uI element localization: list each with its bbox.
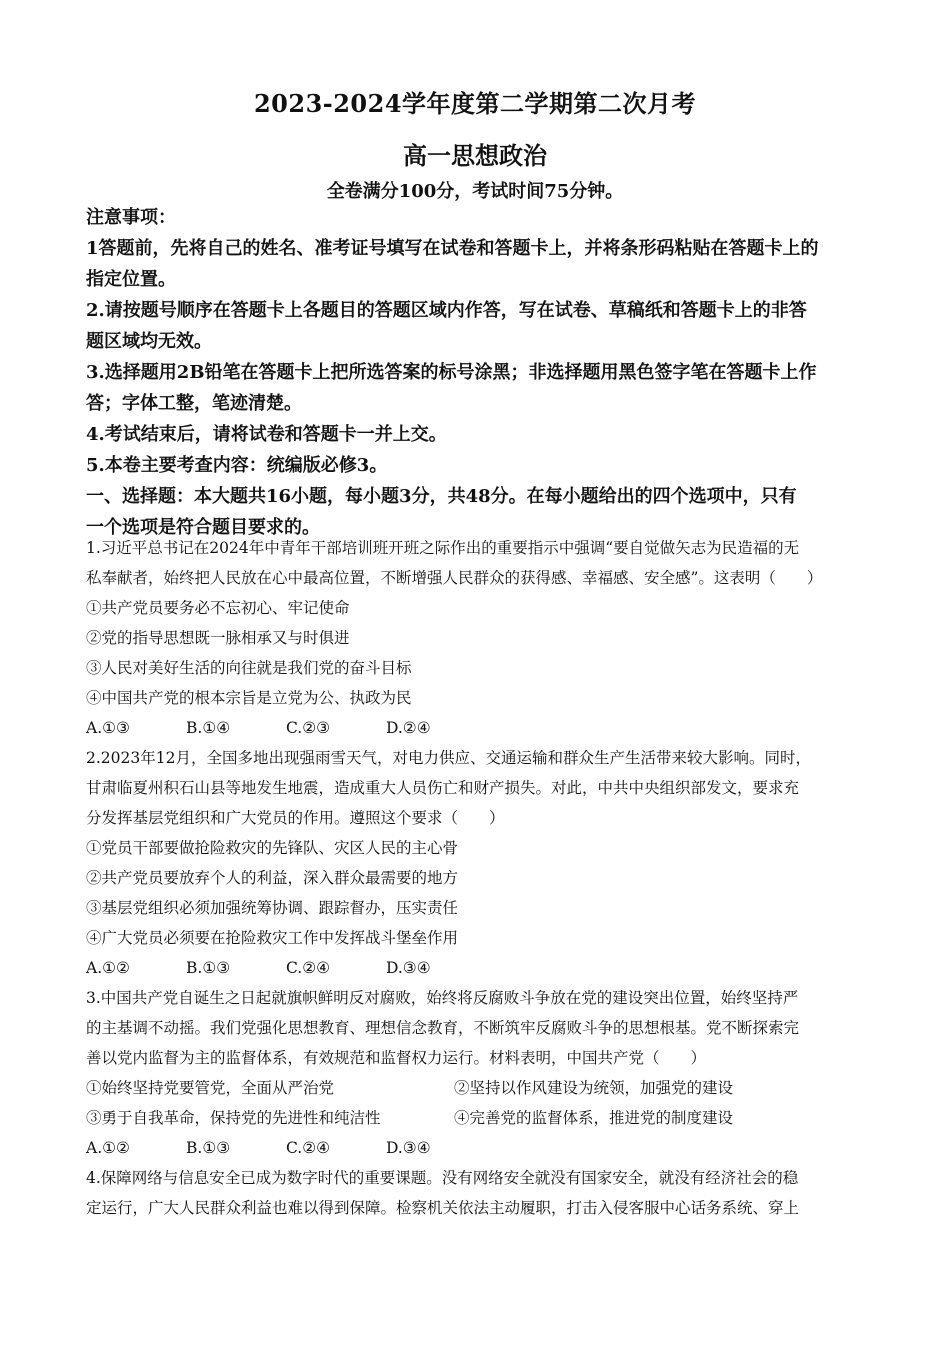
option-d: D.②④ [386, 719, 431, 737]
question-stem: 1.习近平总书记在2024年中青年干部培训班开班之际作出的重要指示中强调“要自觉做矢志为民造福的无 [86, 539, 800, 557]
section-heading: 一、选择题：本大题共16小题，每小题3分，共48分。在每小题给出的四个选项中，只有 [86, 486, 797, 507]
statement-row [86, 1073, 876, 1103]
option-c: C.②③ [286, 719, 331, 737]
exam-meta: 全卷满分100分，考试时间75分钟。 [326, 181, 624, 202]
answer-options [86, 1133, 876, 1163]
option-b: B.①③ [186, 959, 231, 977]
statement-item: ②坚持以作风建设为统领，加强党的建设 [454, 1079, 734, 1097]
question-2 [86, 743, 876, 983]
note-line: 指定位置。 [86, 269, 176, 290]
question-stem: 2.2023年12月，全国多地出现强雨雪天气，对电力供应、交通运输和群众生产生活带来较大影响。同时， [86, 749, 811, 767]
option-d: D.③④ [386, 959, 431, 977]
answer-options [86, 713, 876, 743]
option-a: A.①② [86, 1139, 130, 1157]
question-stem: 善以党内监督为主的监督体系，有效规范和监督权力运行。材料表明，中国共产党（ ） [86, 1049, 707, 1067]
statement-row [86, 1103, 876, 1133]
question-3 [86, 983, 876, 1163]
statement-item: ②共产党员要放弃个人的利益，深入群众最需要的地方 [86, 869, 459, 887]
option-d: D.③④ [386, 1139, 431, 1157]
question-stem: 的主基调不动摇。我们党强化思想教育、理想信念教育，不断筑牢反腐败斗争的思想根基。党不断探索完 [86, 1019, 800, 1037]
option-b: B.①③ [186, 1139, 231, 1157]
question-stem: 分发挥基层党组织和广大党员的作用。遵照这个要求（ ） [86, 809, 505, 827]
question-stem: 甘肃临夏州积石山县等地发生地震，造成重大人员伤亡和财产损失。对此，中共中央组织部发文，要求充 [86, 779, 800, 797]
statement-item: ④完善党的监督体系，推进党的制度建设 [454, 1109, 734, 1127]
note-line: 题区域均无效。 [86, 331, 212, 352]
note-line: 1答题前，先将自己的姓名、准考证号填写在试卷和答题卡上，并将条形码粘贴在答题卡上的 [86, 238, 819, 259]
note-line: 答；字体工整，笔迹清楚。 [86, 393, 302, 414]
questions-section [86, 533, 876, 1223]
exam-title: 2023-2024学年度第二学期第二次月考 [253, 89, 697, 118]
statement-item: ①党员干部要做抢险救灾的先锋队、灾区人民的主心骨 [86, 839, 459, 857]
option-c: C.②④ [286, 959, 331, 977]
statement-item: ③人民对美好生活的向往就是我们党的奋斗目标 [86, 659, 412, 677]
question-stem: 定运行，广大人民群众利益也难以得到保障。检察机关依法主动履职，打击入侵客服中心话务系统、穿上 [86, 1199, 800, 1217]
note-line: 2.请按题号顺序在答题卡上各题目的答题区域内作答，写在试卷、草稿纸和答题卡上的非答 [86, 300, 807, 321]
section-heading: 一个选项是符合题目要求的。 [86, 517, 320, 538]
note-line: 3.选择题用2B铅笔在答题卡上把所选答案的标号涂黑；非选择题用黑色签字笔在答题卡上作 [86, 362, 817, 383]
note-line: 4.考试结束后，请将试卷和答题卡一并上交。 [86, 424, 447, 445]
answer-options [86, 953, 876, 983]
note-line: 5.本卷主要考查内容：统编版必修3。 [86, 455, 388, 476]
statement-item: ④中国共产党的根本宗旨是立党为公、执政为民 [86, 689, 412, 707]
question-stem: 私奉献者，始终把人民放在心中最高位置，不断增强人民群众的获得感、幸福感、安全感”。这表明（ ） [86, 569, 823, 587]
statement-item: ③勇于自我革命，保持党的先进性和纯洁性 [86, 1109, 381, 1127]
statement-item: ③基层党组织必须加强统筹协调、跟踪督办，压实责任 [86, 899, 459, 917]
option-a: A.①② [86, 959, 130, 977]
notes-section [86, 202, 876, 543]
option-a: A.①③ [86, 719, 130, 737]
statement-item: ①共产党员要务必不忘初心、牢记使命 [86, 599, 350, 617]
statement-item: ④广大党员必须要在抢险救灾工作中发挥战斗堡垒作用 [86, 929, 459, 947]
notes-heading: 注意事项： [86, 207, 176, 228]
exam-subject: 高一思想政治 [403, 141, 547, 170]
option-c: C.②④ [286, 1139, 331, 1157]
question-stem: 3.中国共产党自诞生之日起就旗帜鲜明反对腐败，始终将反腐败斗争放在党的建设突出位置，始终坚持严 [86, 989, 799, 1007]
option-b: B.①④ [186, 719, 231, 737]
statement-item: ①始终坚持党要管党，全面从严治党 [86, 1079, 335, 1097]
question-4 [86, 1163, 876, 1223]
question-1 [86, 533, 876, 743]
question-stem: 4.保障网络与信息安全已成为数字时代的重要课题。没有网络安全就没有国家安全，就没有经济社会的稳 [86, 1169, 799, 1187]
statement-item: ②党的指导思想既一脉相承又与时俱进 [86, 629, 350, 647]
